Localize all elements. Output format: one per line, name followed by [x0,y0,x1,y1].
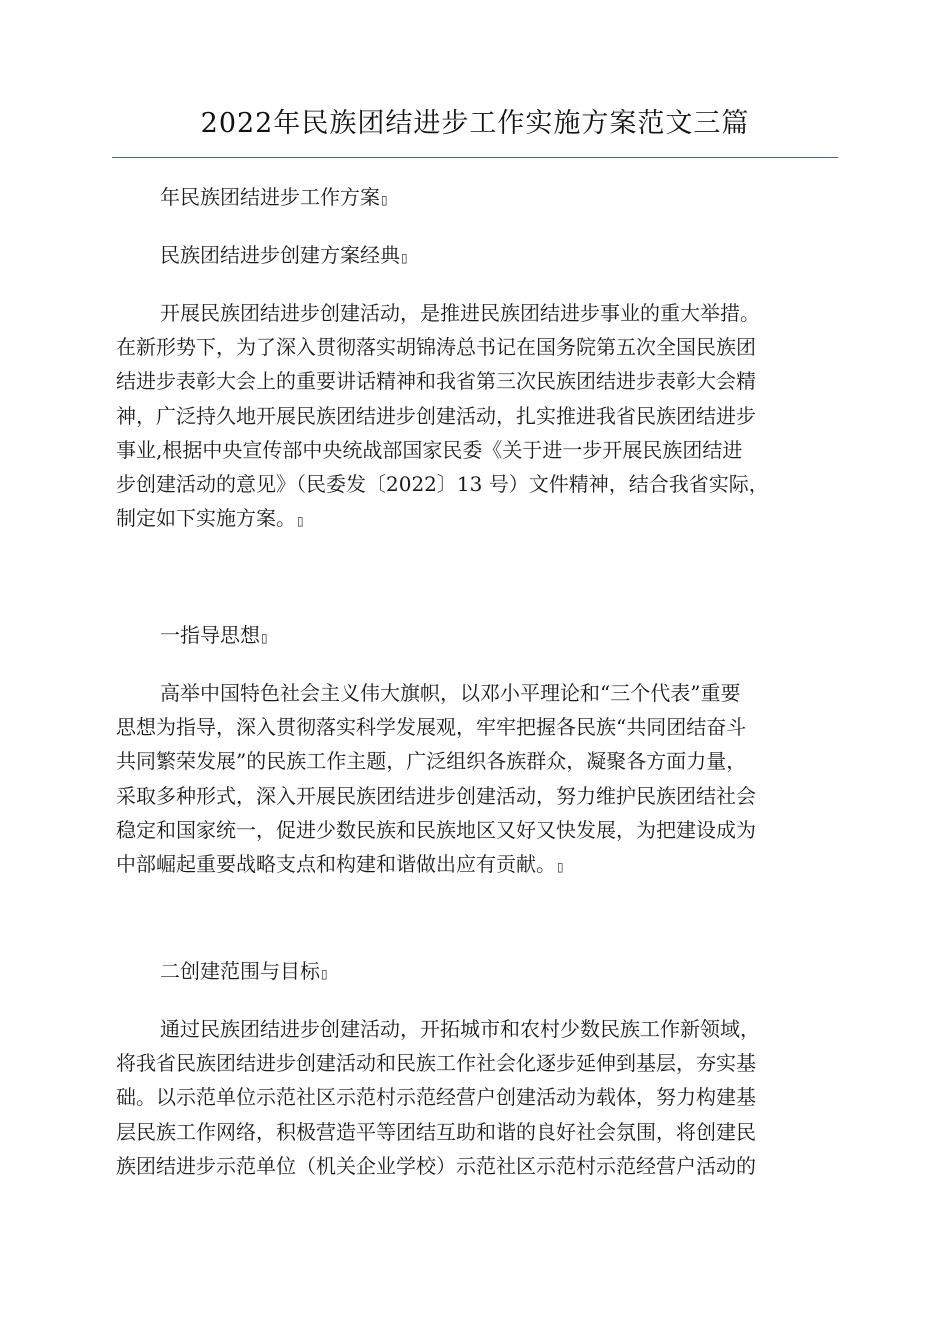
item-work-plan-text: 年民族团结进步工作方案 [160,185,380,209]
paragraph-line: 思想为指导，深入贯彻落实科学发展观，牢牢把握各民族“共同团结奋斗 [116,715,747,740]
paragraph-line: 中部崛起重要战略支点和构建和谐做出应有贡献。 [116,852,556,877]
paragraph-line: 开展民族团结进步创建活动，是推进民族团结进步事业的重大举措。 [160,301,760,325]
paragraph-line: 采取多种形式，深入开展民族团结进步创建活动，努力维护民族团结社会 [116,783,756,808]
paragraph-mark-icon: ▯ [261,631,268,645]
paragraph-line: 础。以示范单位示范社区示范村示范经营户创建活动为载体，努力构建基 [116,1085,756,1110]
paragraph-mark-icon: ▯ [557,860,564,875]
paragraph-line: 共同繁荣发展”的民族工作主题，广泛组织各族群众，凝聚各方面力量， [116,749,747,774]
item-work-plan [116,180,856,217]
paragraph-mark-icon: ▯ [381,193,388,207]
heading-guiding-ideology-text: 一指导思想 [160,623,260,647]
paragraph-line: 将我省民族团结进步创建活动和民族工作社会化逐步延伸到基层，夯实基 [116,1051,756,1076]
paragraph-line: 层民族工作网络，积极营造平等团结互助和谐的良好社会氛围，将创建民 [116,1119,756,1144]
document-title: 2022年民族团结进步工作实施方案范文三篇 [200,108,750,139]
paragraph-line: 在新形势下，为了深入贯彻落实胡锦涛总书记在国务院第五次全国民族团 [116,335,756,360]
paragraph-scope-goals [116,1012,856,1183]
title-divider [112,157,838,158]
paragraph-line: 步创建活动的意见》（民委发〔2022〕13 号）文件精神，结合我省实际， [116,472,769,497]
heading-scope-goals-text: 二创建范围与目标 [160,959,320,983]
paragraph-line: 通过民族团结进步创建活动，开拓城市和农村少数民族工作新领域， [160,1017,760,1041]
paragraph-line: 神，广泛持久地开展民族团结进步创建活动，扎实推进我省民族团结进步 [116,403,756,428]
paragraph-line: 结进步表彰大会上的重要讲话精神和我省第三次民族团结进步表彰大会精 [116,369,756,394]
paragraph-line: 高举中国特色社会主义伟大旗帜，以邓小平理论和“三个代表”重要 [160,681,741,705]
paragraph-line: 制定如下实施方案。 [116,506,296,531]
paragraph-line: 稳定和国家统一，促进少数民族和民族地区又好又快发展，为把建设成为 [116,817,756,842]
paragraph-line: 事业,根据中央宣传部中央统战部国家民委《关于进一步开展民族团结进 [116,437,743,462]
item-creation-plan-text: 民族团结进步创建方案经典 [160,243,400,267]
paragraph-guiding-ideology [116,676,856,884]
paragraph-mark-icon: ▯ [321,967,328,981]
item-creation-plan [116,238,856,275]
heading-scope-goals [116,954,856,991]
paragraph-mark-icon: ▯ [297,514,304,529]
paragraph-mark-icon: ▯ [401,251,408,265]
heading-guiding-ideology [116,618,856,655]
paragraph-line: 族团结进步示范单位（机关企业学校）示范社区示范村示范经营户活动的 [116,1153,756,1178]
paragraph-intro [116,296,856,538]
